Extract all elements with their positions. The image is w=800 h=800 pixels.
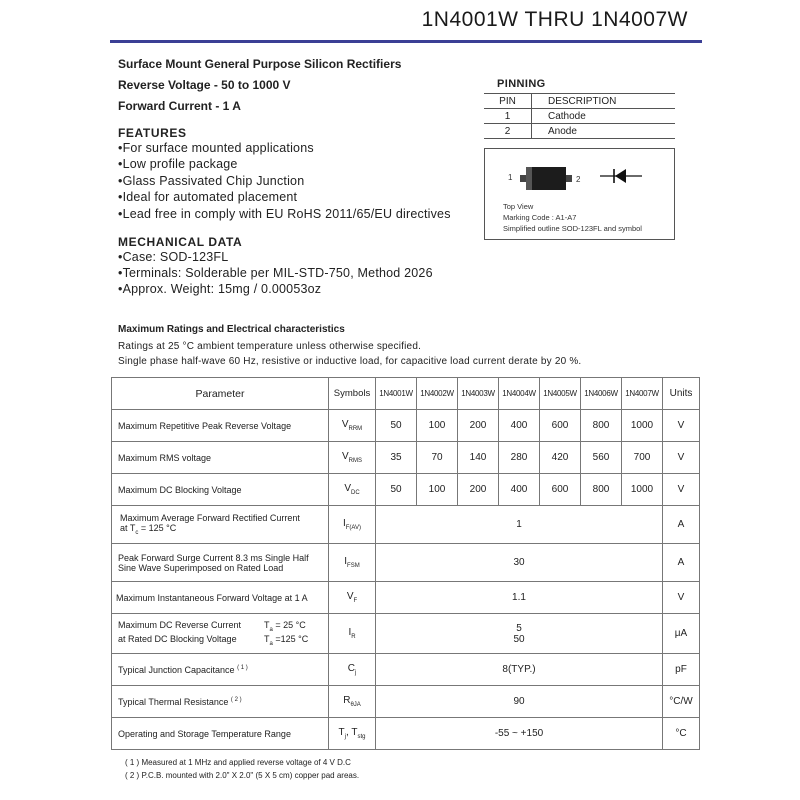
unit-cell: μA [663, 614, 700, 654]
value-cell: 600 [540, 474, 581, 506]
value-cell: 30 [376, 544, 663, 582]
symbol-cell [329, 442, 376, 474]
device-header: 1N4001W [376, 378, 417, 410]
parameter-line: Maximum Average Forward Rectified Current [120, 513, 300, 524]
parameter-text: Typical Thermal Resistance [118, 696, 229, 707]
parameter-line: Sine Wave Superimposed on Rated Load [118, 562, 284, 573]
table-row [112, 410, 700, 442]
value-cell: 280 [499, 442, 540, 474]
intro-line-3: Forward Current - 1 A [118, 99, 241, 113]
unit-cell: A [663, 506, 700, 544]
symbol-cell [329, 544, 376, 582]
value-cell: 140 [458, 442, 499, 474]
parameter-condition [264, 634, 308, 647]
value-cell: 200 [458, 474, 499, 506]
value-cell: 1000 [622, 410, 663, 442]
table-row [112, 582, 700, 614]
parameter-cell: Operating and Storage Temperature Range [112, 718, 329, 750]
symbol-base: V [346, 591, 354, 603]
device-header: 1N4003W [458, 378, 499, 410]
symbol-base: C [347, 663, 355, 675]
symbol-base: , T [345, 727, 358, 739]
symbol-subscript: θJA [350, 701, 361, 708]
device-header: 1N4004W [499, 378, 540, 410]
table-row [484, 109, 675, 124]
package-outline-box [484, 148, 675, 240]
parameter-header: Parameter [112, 378, 329, 410]
parameter-condition [118, 523, 328, 536]
pin-2-label: 2 [576, 175, 581, 184]
value-cell: 560 [581, 442, 622, 474]
value-cell: 600 [540, 410, 581, 442]
ratings-title: Maximum Ratings and Electrical characteristics [118, 324, 345, 335]
value-cell: 100 [417, 474, 458, 506]
symbols-header: Symbols [329, 378, 376, 410]
value-cell: 35 [376, 442, 417, 474]
value-cell: 50 [376, 410, 417, 442]
value-cell: 800 [581, 474, 622, 506]
parameter-line: at Rated DC Blocking Voltage [118, 633, 237, 644]
value-cell: 420 [540, 442, 581, 474]
symbol-cell [329, 582, 376, 614]
symbol-cell [329, 686, 376, 718]
unit-cell: V [663, 442, 700, 474]
symbol-base: I [348, 627, 352, 639]
unit-cell: pF [663, 654, 700, 686]
value-cell: 200 [458, 410, 499, 442]
unit-cell: °C [663, 718, 700, 750]
marking-code: Marking Code : A1-A7 [503, 213, 577, 222]
symbol-subscript: FSM [347, 562, 360, 569]
device-header: 1N4006W [581, 378, 622, 410]
footnote-ref: ( 2 ) [230, 696, 242, 703]
symbol-subscript: RMS [348, 457, 362, 464]
condition-subscript: c [135, 529, 139, 536]
pin-header: PIN [484, 94, 532, 109]
table-row [112, 654, 700, 686]
table-row [484, 124, 675, 139]
condition-text: T [264, 633, 270, 644]
value-line: 50 [513, 633, 525, 645]
feature-item: •Low profile package [118, 157, 238, 171]
condition-text: = 25 °C [272, 619, 306, 630]
symbol-cell [329, 410, 376, 442]
condition-text: = 125 °C [138, 523, 177, 534]
outline-caption: Simplified outline SOD-123FL and symbol [503, 224, 642, 233]
table-row [112, 442, 700, 474]
mechanical-item: •Terminals: Solderable per MIL-STD-750, Method 2026 [118, 266, 433, 280]
symbol-subscript: R [351, 633, 356, 640]
parameter-line-row [118, 620, 328, 634]
unit-cell: °C/W [663, 686, 700, 718]
value-cell: 800 [581, 410, 622, 442]
value-cell: -55 ~ +150 [376, 718, 663, 750]
device-header: 1N4007W [622, 378, 663, 410]
package-body-icon [518, 165, 581, 193]
feature-item: •Ideal for automated placement [118, 190, 298, 204]
feature-item: •Glass Passivated Chip Junction [118, 174, 305, 188]
symbol-base: I [342, 518, 346, 530]
parameter-cell [112, 654, 329, 686]
condition-text: T [264, 619, 270, 630]
table-row [112, 544, 700, 582]
symbol-subscript: DC [351, 489, 360, 496]
symbol-base: R [343, 695, 351, 707]
symbol-subscript: j [344, 733, 346, 740]
condition-subscript: a [269, 640, 273, 647]
ratings-table [111, 377, 700, 750]
symbol-base: I [344, 556, 348, 568]
symbol-subscript: stg [357, 733, 366, 740]
mechanical-title: MECHANICAL DATA [118, 235, 243, 249]
value-cell: 70 [417, 442, 458, 474]
parameter-line: Maximum DC Reverse Current [118, 619, 242, 630]
parameter-cell: Maximum Repetitive Peak Reverse Voltage [112, 410, 329, 442]
pin-number: 1 [484, 109, 532, 124]
value-cell [376, 614, 663, 654]
condition-text: =125 °C [272, 633, 309, 644]
footnote-ref: ( 1 ) [237, 664, 248, 671]
pin-description: Cathode [532, 109, 676, 124]
pin-description: Anode [532, 124, 676, 139]
parameter-cell [112, 614, 329, 654]
symbol-cell [329, 506, 376, 544]
mechanical-item: •Approx. Weight: 15mg / 0.00053oz [118, 282, 322, 296]
page-title: 1N4001W THRU 1N4007W [421, 8, 688, 31]
feature-item: •For surface mounted applications [118, 141, 314, 155]
symbol-subscript: F [353, 597, 358, 604]
value-cell: 50 [376, 474, 417, 506]
table-row [112, 718, 700, 750]
ratings-note: Ratings at 25 °C ambient temperature unless otherwise specified. [118, 341, 422, 352]
pinning-table [484, 93, 675, 139]
condition-text: at T [120, 523, 136, 534]
description-header: DESCRIPTION [532, 94, 676, 109]
parameter-cell [112, 544, 329, 582]
ratings-note: Single phase half-wave 60 Hz, resistive or inductive load, for capacitive load current derate by 20 %. [118, 356, 582, 367]
parameter-cell [112, 506, 329, 544]
condition-subscript: a [269, 626, 273, 633]
symbol-subscript: j [354, 669, 357, 676]
mechanical-item: •Case: SOD-123FL [118, 250, 229, 264]
table-row [112, 614, 700, 654]
units-header: Units [663, 378, 700, 410]
value-cell: 100 [417, 410, 458, 442]
table-row [112, 686, 700, 718]
parameter-line: Peak Forward Surge Current 8.3 ms Single Half [118, 552, 309, 563]
symbol-base: T [338, 727, 345, 739]
feature-item: •Lead free in comply with EU RoHS 2011/65/EU directives [118, 207, 451, 221]
footnote: ( 2 ) P.C.B. mounted with 2.0" X 2.0" (5 X 5 cm) copper pad areas. [125, 771, 360, 780]
unit-cell: V [663, 474, 700, 506]
unit-cell: V [663, 410, 700, 442]
symbol-base: V [344, 483, 351, 495]
symbol-cell [329, 614, 376, 654]
value-cell: 1.1 [376, 582, 663, 614]
symbol-cell [329, 654, 376, 686]
value-cell: 400 [499, 410, 540, 442]
title-rule [110, 40, 702, 43]
symbol-subscript: RRM [348, 425, 363, 432]
features-title: FEATURES [118, 126, 187, 140]
top-view-label: Top View [503, 202, 534, 211]
unit-cell: A [663, 544, 700, 582]
pin-number: 2 [484, 124, 532, 139]
table-row [484, 94, 675, 109]
pin-1-label: 1 [508, 173, 513, 182]
intro-line-2: Reverse Voltage - 50 to 1000 V [118, 78, 291, 92]
value-cell: 1 [376, 506, 663, 544]
value-cell: 700 [622, 442, 663, 474]
value-cell: 1000 [622, 474, 663, 506]
unit-cell: V [663, 582, 700, 614]
table-header-row [112, 378, 700, 410]
parameter-cell: Maximum DC Blocking Voltage [112, 474, 329, 506]
footnote: ( 1 ) Measured at 1 MHz and applied reverse voltage of 4 V D.C [125, 758, 351, 767]
device-header: 1N4005W [540, 378, 581, 410]
device-header: 1N4002W [417, 378, 458, 410]
parameter-text: Typical Junction Capacitance [118, 664, 235, 675]
parameter-condition [264, 620, 306, 633]
pinning-title: PINNING [497, 78, 546, 90]
value-cell: 8(TYP.) [376, 654, 663, 686]
parameter-cell [112, 686, 329, 718]
table-row [112, 474, 700, 506]
intro-line-1: Surface Mount General Purpose Silicon Rectifiers [118, 57, 402, 71]
parameter-cell: Maximum RMS voltage [112, 442, 329, 474]
value-cell: 90 [376, 686, 663, 718]
symbol-base: V [341, 451, 349, 463]
symbol-subscript: F(AV) [345, 524, 361, 531]
value-line: 5 [516, 622, 522, 634]
symbol-cell [329, 474, 376, 506]
parameter-cell: Maximum Instantaneous Forward Voltage at 1 A [112, 582, 329, 614]
parameter-line-row [118, 634, 328, 648]
value-cell: 400 [499, 474, 540, 506]
diode-symbol-icon [600, 166, 642, 186]
symbol-base: V [341, 419, 349, 431]
symbol-cell [329, 718, 376, 750]
table-row [112, 506, 700, 544]
